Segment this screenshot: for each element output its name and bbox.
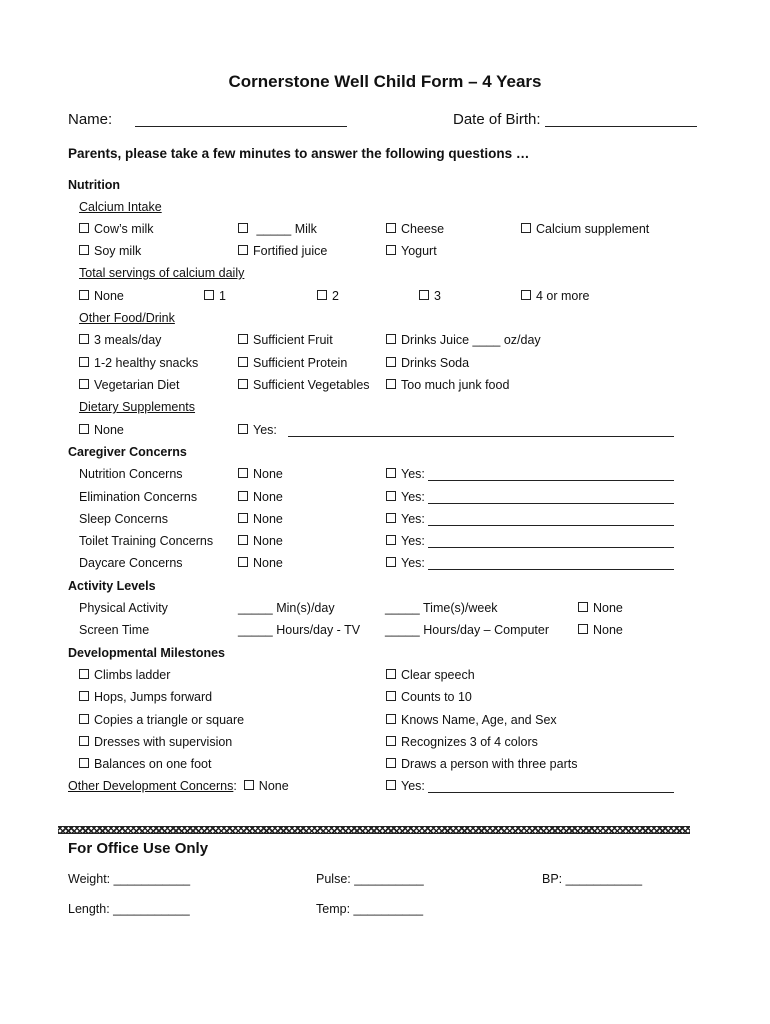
checkbox[interactable] [317,290,327,300]
caregiver-yes-field[interactable] [428,525,674,526]
checkbox[interactable] [386,468,396,478]
servings-1-option[interactable]: 1 [204,289,226,304]
milestone-option[interactable]: Dresses with supervision [79,735,232,750]
milestone-option[interactable]: Counts to 10 [386,690,472,705]
checkbox[interactable] [238,245,248,255]
caregiver-yes-field[interactable] [428,480,674,481]
milestone-option[interactable]: Hops, Jumps forward [79,690,212,705]
caregiver-yes-option[interactable]: Yes: [386,512,425,527]
checkbox[interactable] [238,379,248,389]
other-development-yes-option[interactable]: Yes: [386,779,425,794]
checkbox[interactable] [238,468,248,478]
servings-none-option[interactable]: None [79,289,124,304]
caregiver-row-label: Daycare Concerns [79,556,183,570]
supplements-yes-option[interactable]: Yes: [238,423,277,438]
name-field[interactable] [135,126,347,127]
caregiver-row-label: Nutrition Concerns [79,467,183,481]
caregiver-heading: Caregiver Concerns [68,445,187,459]
checkbox[interactable] [238,557,248,567]
caregiver-none-option[interactable]: None [238,490,283,505]
length-field[interactable]: Length: ___________ [68,902,190,916]
name-label: Name: [68,111,113,128]
checkbox[interactable] [79,357,89,367]
checkbox[interactable] [79,379,89,389]
checkbox[interactable] [386,334,396,344]
milestone-option[interactable]: Balances on one foot [79,757,211,772]
cheese-option[interactable]: Cheese [386,222,444,237]
snacks-option[interactable]: 1-2 healthy snacks [79,356,198,371]
checkbox[interactable] [79,736,89,746]
temp-field[interactable]: Temp: __________ [316,902,424,916]
caregiver-row-label: Elimination Concerns [79,490,198,504]
checkbox[interactable] [79,424,89,434]
checkbox[interactable] [238,223,248,233]
caregiver-yes-field[interactable] [428,503,674,504]
checkbox[interactable] [238,535,248,545]
milestones-heading: Developmental Milestones [68,646,225,660]
vegetarian-option[interactable]: Vegetarian Diet [79,378,179,393]
caregiver-yes-field[interactable] [428,569,674,570]
screen-none-option[interactable]: None [578,623,623,638]
screen-time-label: Screen Time [79,623,150,637]
caregiver-yes-option[interactable]: Yes: [386,467,425,482]
dob-field[interactable] [545,126,697,127]
form-title: Cornerstone Well Child Form – 4 Years [228,72,542,91]
juice-option[interactable]: Drinks Juice ____ oz/day [386,333,541,348]
other-food-label: Other Food/Drink [79,311,175,325]
checkbox[interactable] [79,691,89,701]
checkbox[interactable] [79,223,89,233]
caregiver-none-option[interactable]: None [238,534,283,549]
checkbox[interactable] [386,379,396,389]
nutrition-heading: Nutrition [68,178,121,192]
dob-label: Date of Birth: [453,111,541,128]
protein-option[interactable]: Sufficient Protein [238,356,347,371]
fruit-option[interactable]: Sufficient Fruit [238,333,333,348]
checkbox[interactable] [386,245,396,255]
servings-4-option[interactable]: 4 or more [521,289,590,304]
caregiver-yes-field[interactable] [428,547,674,548]
caregiver-row-label: Toilet Training Concerns [79,534,214,548]
intro-text: Parents, please take a few minutes to answer the following questions … [68,146,530,161]
physical-activity-label: Physical Activity [79,601,168,615]
servings-3-option[interactable]: 3 [419,289,441,304]
checkbox[interactable] [238,424,248,434]
checkbox[interactable] [386,557,396,567]
section-divider [58,826,690,834]
checkbox[interactable] [521,290,531,300]
bp-field[interactable]: BP: ___________ [542,872,643,886]
checkbox[interactable] [79,334,89,344]
checkbox[interactable] [386,357,396,367]
checkbox[interactable] [386,535,396,545]
milestone-option[interactable]: Recognizes 3 of 4 colors [386,735,538,750]
yogurt-option[interactable]: Yogurt [386,244,437,259]
checkbox[interactable] [244,780,254,790]
checkbox[interactable] [386,691,396,701]
fortified-juice-option[interactable]: Fortified juice [238,244,327,259]
other-development-label: Other Development Concerns [68,779,234,793]
milestone-option[interactable]: Copies a triangle or square [79,713,244,728]
checkbox[interactable] [386,223,396,233]
checkbox[interactable] [386,736,396,746]
cows-milk-option[interactable]: Cow’s milk [79,222,154,237]
checkbox[interactable] [238,491,248,501]
vegetables-option[interactable]: Sufficient Vegetables [238,378,370,393]
calcium-intake-label: Calcium Intake [79,200,162,214]
milk-option[interactable]: _____ Milk [238,222,317,237]
milestone-option[interactable]: Draws a person with three parts [386,757,577,772]
checkbox[interactable] [79,245,89,255]
calcium-supplement-option[interactable]: Calcium supplement [521,222,649,237]
soy-milk-option[interactable]: Soy milk [79,244,141,259]
caregiver-none-option[interactable]: None [238,467,283,482]
checkbox[interactable] [419,290,429,300]
other-development-yes-field[interactable] [428,792,674,793]
junk-food-option[interactable]: Too much junk food [386,378,509,393]
weight-field[interactable]: Weight: ___________ [68,872,191,886]
physical-times-field[interactable]: _____ Time(s)/week [385,601,498,615]
pulse-field[interactable]: Pulse: __________ [316,872,424,886]
supplements-label: Dietary Supplements [79,400,196,414]
physical-none-option[interactable]: None [578,601,623,616]
other-development-row: Other Development Concerns: None [68,779,289,793]
milestone-option[interactable]: Climbs ladder [79,668,170,683]
caregiver-yes-option[interactable]: Yes: [386,490,425,505]
checkbox[interactable] [238,513,248,523]
checkbox[interactable] [386,669,396,679]
checkbox[interactable] [386,714,396,724]
servings-label: Total servings of calcium daily [79,266,245,280]
caregiver-none-option[interactable]: None [238,512,283,527]
caregiver-none-option[interactable]: None [238,556,283,571]
soda-option[interactable]: Drinks Soda [386,356,469,371]
checkbox[interactable] [578,624,588,634]
caregiver-yes-option[interactable]: Yes: [386,556,425,571]
supplements-yes-field[interactable] [288,436,674,437]
checkbox[interactable] [386,513,396,523]
checkbox[interactable] [79,714,89,724]
checkbox[interactable] [386,758,396,768]
meals-option[interactable]: 3 meals/day [79,333,161,348]
checkbox[interactable] [386,491,396,501]
checkbox[interactable] [578,602,588,612]
checkbox[interactable] [521,223,531,233]
checkbox[interactable] [204,290,214,300]
checkbox[interactable] [79,758,89,768]
milestone-option[interactable]: Clear speech [386,668,475,683]
checkbox[interactable] [79,669,89,679]
caregiver-yes-option[interactable]: Yes: [386,534,425,549]
screen-tv-field[interactable]: _____ Hours/day - TV [238,623,361,637]
screen-computer-field[interactable]: _____ Hours/day – Computer [385,623,549,637]
physical-mins-field[interactable]: _____ Min(s)/day [238,601,335,615]
checkbox[interactable] [79,290,89,300]
activity-heading: Activity Levels [68,579,156,593]
office-heading: For Office Use Only [68,840,209,857]
milestone-option[interactable]: Knows Name, Age, and Sex [386,713,557,728]
other-development-none-option[interactable]: None [244,779,289,793]
checkbox[interactable] [238,334,248,344]
checkbox[interactable] [238,357,248,367]
checkbox[interactable] [386,780,396,790]
caregiver-row-label: Sleep Concerns [79,512,168,526]
supplements-none-option[interactable]: None [79,423,124,438]
servings-2-option[interactable]: 2 [317,289,339,304]
